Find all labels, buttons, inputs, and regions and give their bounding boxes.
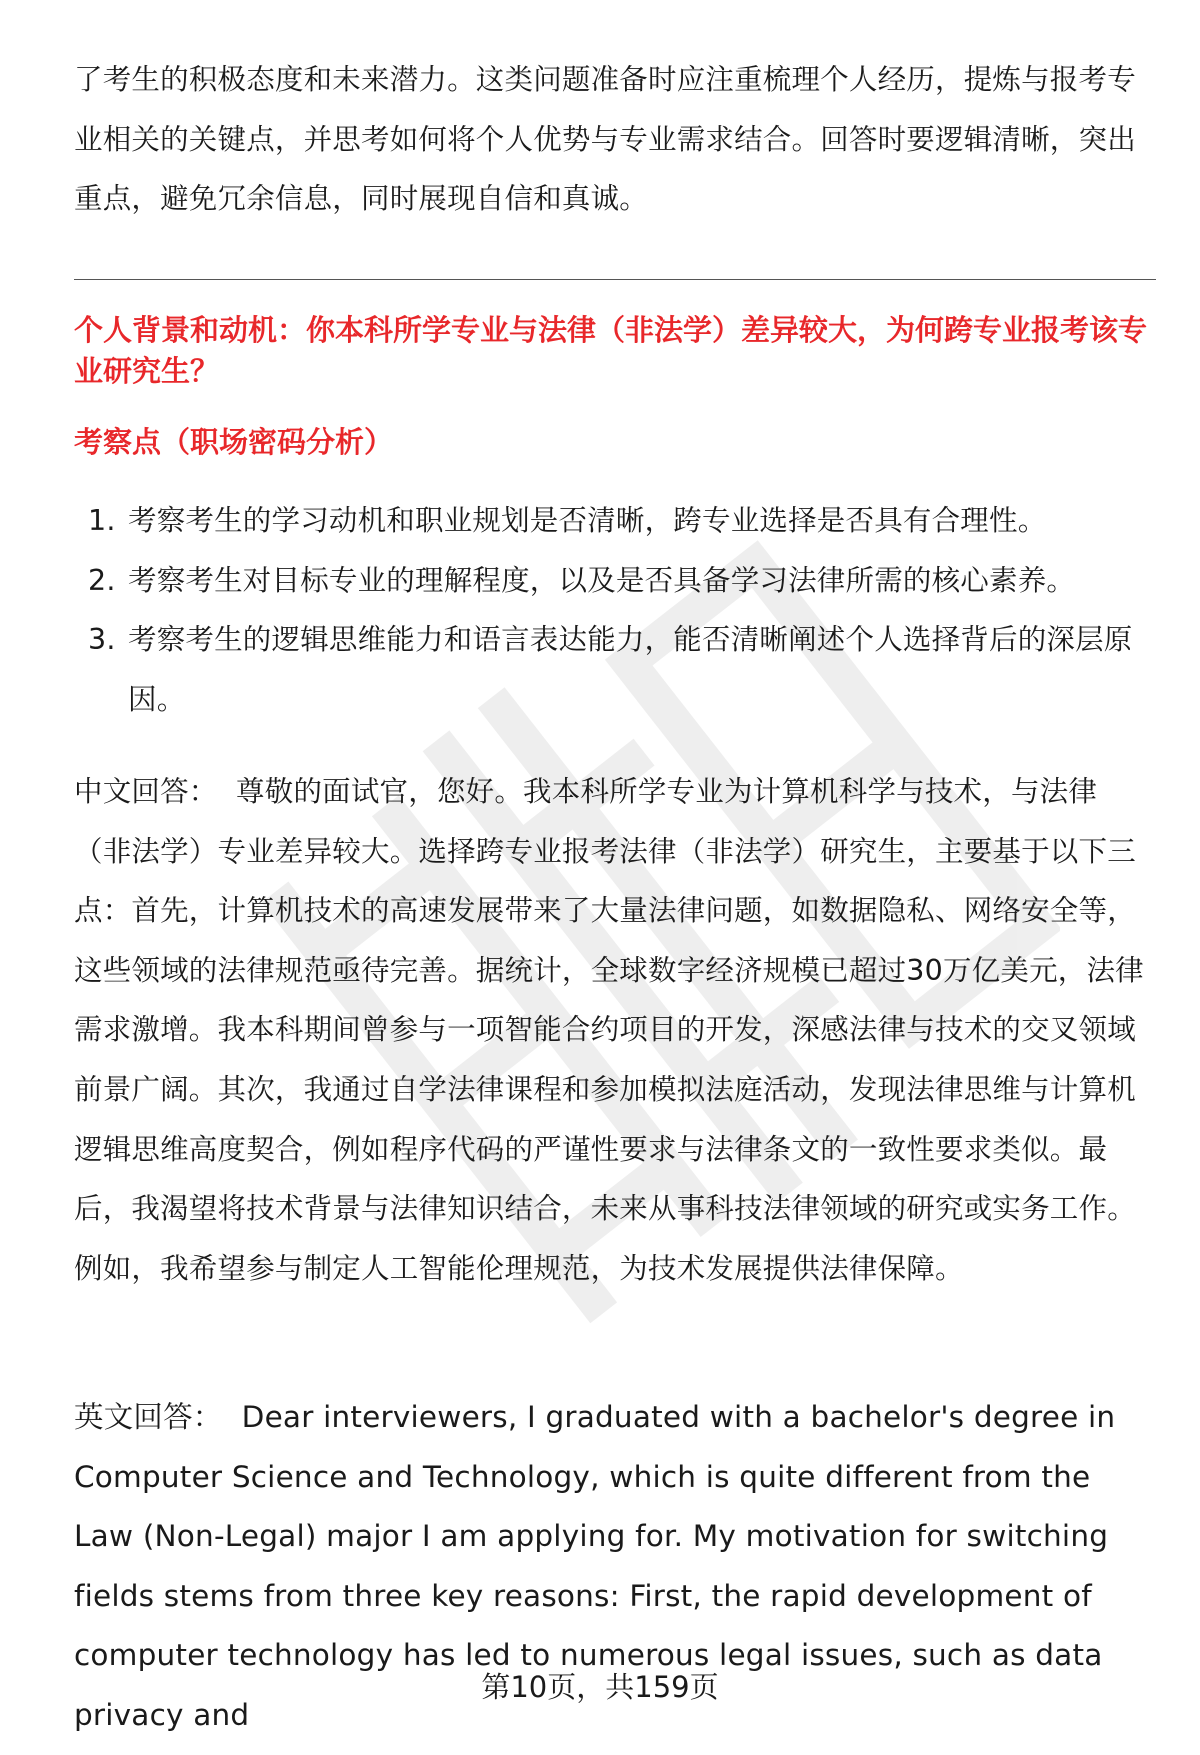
chinese-answer [74, 762, 1154, 1298]
chinese-answer-label: 中文回答： [74, 775, 218, 808]
list-item [74, 491, 1164, 551]
list-item-number: 3. [88, 623, 116, 657]
list-item-number: 2. [88, 563, 116, 597]
chinese-answer-text: 尊敬的面试官，您好。我本科所学专业为计算机科学与技术，与法律（非法学）专业差异较大。选择跨专业报考法律（非法学）研究生，主要基于以下三点：首先，计算机技术的高速发展带来了大量法律问题，如数据隐私、网络安全等，这些领域的法律规范亟待完善。据统计，全球数字经济规模已超过30万亿美元，法律需求激增。我本科期间曾参与一项智能合约项目的开发，深感法律与技术的交叉领域前景广阔。其次，我通过自学法律课程和参加模拟法庭活动，发现法律思维与计算机逻辑思维高度契合，例如程序代码的严谨性要求与法律条文的一致性要求类似。最后，我渴望将技术背景与法律知识结合，未来从事科技法律领域的研究或实务工作。例如，我希望参与制定人工智能伦理规范，为技术发展提供法律保障。 [74, 775, 1144, 1285]
list-item-text: 考察考生的逻辑思维能力和语言表达能力，能否清晰阐述个人选择背后的深层原因。 [128, 623, 1133, 716]
list-item-text: 考察考生对目标专业的理解程度，以及是否具备学习法律所需的核心素养。 [128, 563, 1076, 597]
english-answer-text: Dear interviewers, I graduated with a bachelor's degree in Computer Science and Technology, which is quite different from the Law (Non-Legal) major I am applying for. My motivation for switching fields stems from three key reasons: First, the rapid development of computer technology has led to numerous legal issues, such as data privacy and [74, 1400, 1116, 1732]
list-item [74, 610, 1164, 729]
list-item [74, 551, 1164, 611]
intro-paragraph: 了考生的积极态度和未来潜力。这类问题准备时应注重梳理个人经历，提炼与报考专业相关的关键点，并思考如何将个人优势与专业需求结合。回答时要逻辑清晰，突出重点，避免冗余信息，同时展现自信和真诚。 [74, 63, 1136, 216]
section-divider [74, 279, 1156, 280]
assessment-points-list [74, 491, 1164, 729]
list-item-text: 考察考生的学习动机和职业规划是否清晰，跨专业选择是否具有合理性。 [128, 504, 1047, 537]
assessment-heading: 考察点（职场密码分析） [74, 425, 394, 459]
page-number-footer: 第10页，共159页 [481, 1670, 719, 1704]
list-item-number: 1. [88, 504, 116, 537]
question-title: 个人背景和动机：你本科所学专业与法律（非法学）差异较大，为何跨专业报考该专业研究生？ [74, 313, 1148, 388]
english-answer-label: 英文回答： [74, 1400, 223, 1434]
